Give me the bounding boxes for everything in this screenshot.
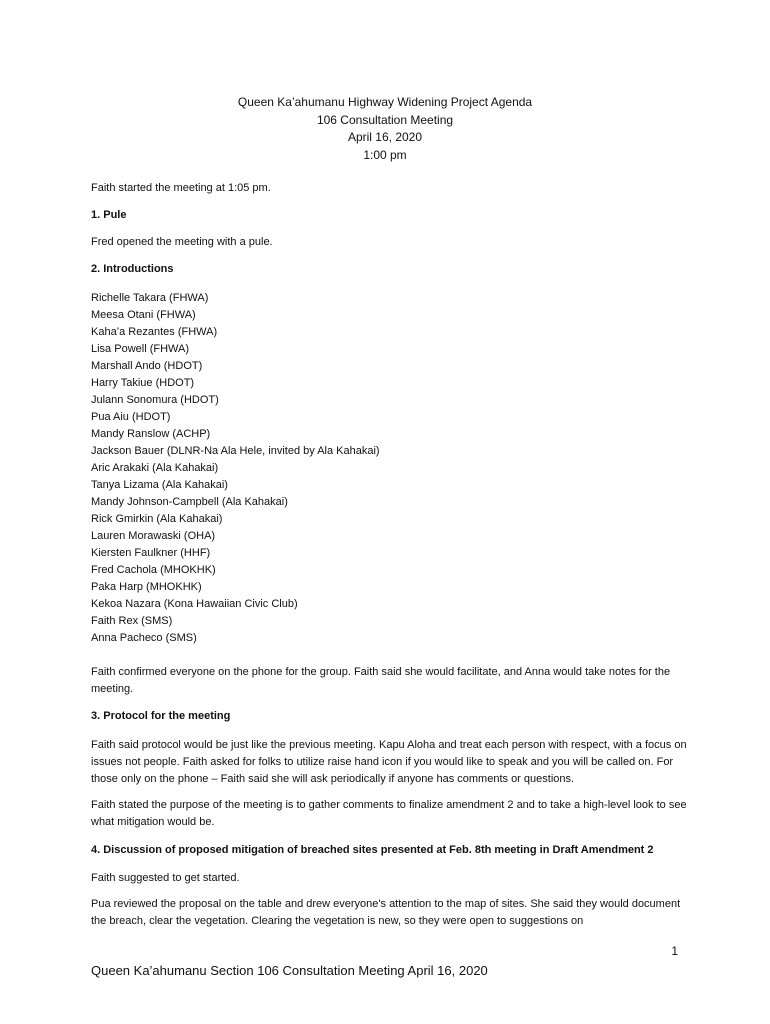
section-heading-introductions: 2. Introductions <box>91 263 174 275</box>
document-title-block <box>0 94 770 164</box>
introductions-closing-paragraph: Faith confirmed everyone on the phone for the group. Faith said she would facilitate, and Anna would take notes for the meeting. <box>91 666 671 695</box>
attendee-item: Lisa Powell (FHWA) <box>91 343 189 355</box>
attendee-item: Marshall Ando (HDOT) <box>91 360 203 372</box>
protocol-paragraph-2: Faith stated the purpose of the meeting is to gather comments to finalize amendment 2 and to take a high-level look to see what mitigation would be. <box>91 799 687 828</box>
section-heading-mitigation: 4. Discussion of proposed mitigation of breached sites presented at Feb. 8th meeting in Draft Amendment 2 <box>91 844 654 856</box>
attendee-item: Richelle Takara (FHWA) <box>91 292 209 304</box>
attendee-item: Harry Takiue (HDOT) <box>91 377 195 389</box>
section-heading-pule: 1. Pule <box>91 209 127 221</box>
mitigation-paragraph-1: Faith suggested to get started. <box>91 872 240 884</box>
attendee-item: Kekoa Nazara (Kona Hawaiian Civic Club) <box>91 598 298 610</box>
attendee-item: Mandy Ranslow (ACHP) <box>91 428 211 440</box>
title-line-meeting: 106 Consultation Meeting <box>316 112 454 127</box>
title-line-project: Queen Ka’ahumanu Highway Widening Project Agenda <box>237 95 533 109</box>
page-footer: Queen Ka’ahumanu Section 106 Consultation Meeting April 16, 2020 <box>91 963 488 978</box>
protocol-paragraph-1: Faith said protocol would be just like the previous meeting. Kapu Aloha and treat each person with respect, with a focus on issues not people. Faith asked for folks to utilize raise hand icon if you would like to speak and you will be called on. For those only on the phone – Faith said she will ask periodically if anyone has comments or questions. <box>91 739 687 785</box>
attendee-list <box>91 290 691 647</box>
attendee-item: Mandy Johnson-Campbell (Ala Kahakai) <box>91 496 288 508</box>
attendee-item: Paka Harp (MHOKHK) <box>91 581 202 593</box>
title-line-date: April 16, 2020 <box>347 130 423 144</box>
attendee-item: Kaha’a Rezantes (FHWA) <box>91 326 218 338</box>
attendee-item: Lauren Morawaski (OHA) <box>91 530 216 542</box>
attendee-item: Tanya Lizama (Ala Kahakai) <box>91 479 228 491</box>
page-number: 1 <box>671 944 678 958</box>
attendee-item: Meesa Otani (FHWA) <box>91 309 196 321</box>
section-heading-protocol: 3. Protocol for the meeting <box>91 710 231 722</box>
attendee-item: Anna Pacheco (SMS) <box>91 632 197 644</box>
attendee-item: Rick Gmirkin (Ala Kahakai) <box>91 513 223 525</box>
mitigation-paragraph-2: Pua reviewed the proposal on the table and drew everyone's attention to the map of sites. She said they would document the breach, clear the vegetation. Clearing the vegetation is new, so they were open to suggestions on <box>91 898 681 927</box>
attendee-item: Jackson Bauer (DLNR-Na Ala Hele, invited by Ala Kahakai) <box>91 445 380 457</box>
attendee-item: Pua Aiu (HDOT) <box>91 411 171 423</box>
attendee-item: Kiersten Faulkner (HHF) <box>91 547 211 559</box>
attendee-item: Aric Arakaki (Ala Kahakai) <box>91 462 219 474</box>
pule-paragraph: Fred opened the meeting with a pule. <box>91 236 273 248</box>
title-line-time: 1:00 pm <box>363 147 407 162</box>
attendee-item: Julann Sonomura (HDOT) <box>91 394 219 406</box>
attendee-item: Fred Cachola (MHOKHK) <box>91 564 216 576</box>
intro-paragraph: Faith started the meeting at 1:05 pm. <box>91 182 271 194</box>
attendee-item: Faith Rex (SMS) <box>91 615 173 627</box>
